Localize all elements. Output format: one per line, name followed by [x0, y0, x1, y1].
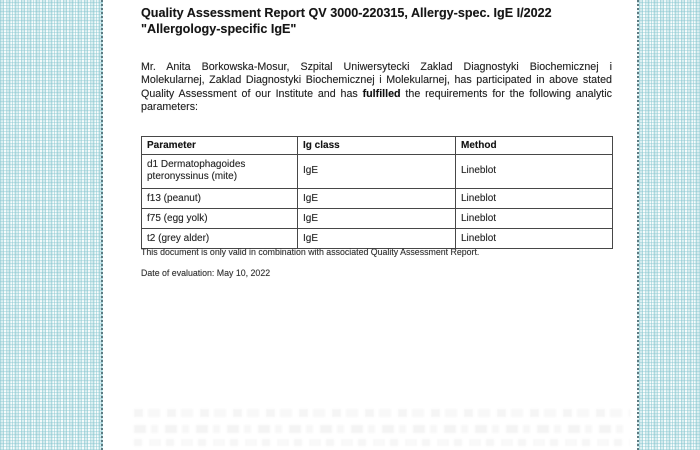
column-header-parameter: Parameter	[142, 137, 298, 155]
cell-method: Lineblot	[456, 155, 613, 189]
cell-parameter: d1 Dermatophagoides pteronyssinus (mite)	[142, 155, 298, 189]
cell-parameter: f13 (peanut)	[142, 189, 298, 209]
document-title-line1: Quality Assessment Report QV 3000-220315, Allergy-spec. IgE I/2022	[141, 6, 552, 20]
guilloche-border-right	[637, 0, 700, 450]
cell-method: Lineblot	[456, 209, 613, 229]
cell-ig-class: IgE	[298, 209, 456, 229]
table-row	[142, 229, 613, 249]
document-title-line2: "Allergology-specific IgE"	[141, 21, 297, 36]
cell-method: Lineblot	[456, 189, 613, 209]
table-row	[142, 189, 613, 209]
validity-note: This document is only valid in combination with associated Quality Assessment Report.	[141, 247, 480, 257]
analytic-parameters-table	[141, 136, 613, 249]
participation-paragraph	[141, 61, 612, 115]
document-title	[141, 6, 616, 37]
table-row	[142, 155, 613, 189]
cell-ig-class: IgE	[298, 189, 456, 209]
evaluation-date: Date of evaluation: May 10, 2022	[141, 268, 271, 278]
column-header-method: Method	[456, 137, 613, 155]
cell-ig-class: IgE	[298, 229, 456, 249]
table-row	[142, 209, 613, 229]
cell-parameter: f75 (egg yolk)	[142, 209, 298, 229]
cell-method: Lineblot	[456, 229, 613, 249]
cell-parameter: t2 (grey alder)	[142, 229, 298, 249]
column-header-ig-class: Ig class	[298, 137, 456, 155]
paragraph-text-before: Mr. Anita Borkowska-Mosur, Szpital Uniwersytecki Zaklad Diagnostyki Biochemicznej i Molekularnej, Zaklad Diagnostyki Biochemicznej i Molekularnej, has participated in above stated Quality Assessment of our Institute and has	[141, 61, 612, 100]
bleed-through-artifact	[134, 425, 630, 433]
guilloche-border-left	[0, 0, 103, 450]
paragraph-bold-word: fulfilled	[362, 87, 401, 100]
cell-ig-class: IgE	[298, 155, 456, 189]
bleed-through-artifact	[134, 439, 630, 446]
bleed-through-artifact	[134, 409, 630, 417]
paragraph-text-after: the requirements for the following analytic parameters:	[141, 87, 612, 114]
table-header-row	[142, 137, 613, 155]
